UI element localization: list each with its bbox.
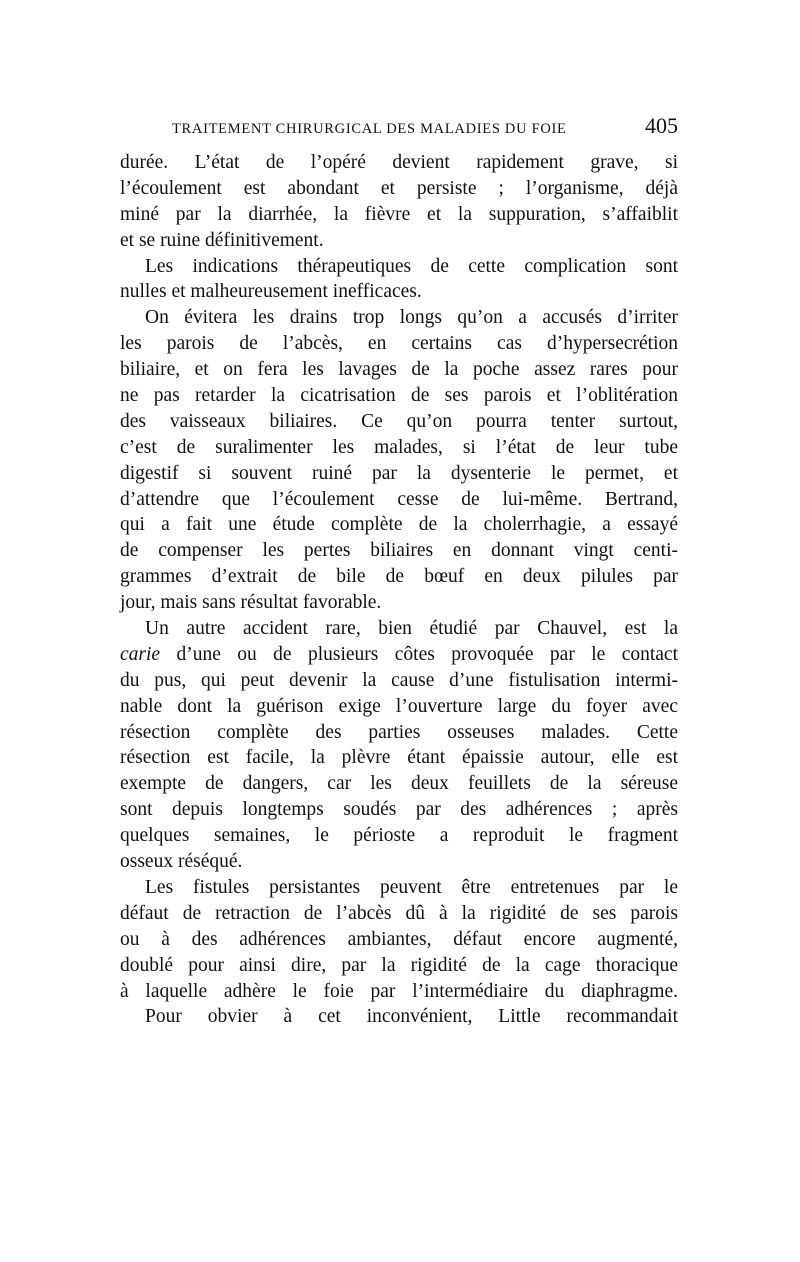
text-line: du pus, qui peut devenir la cause d’une fistulisation intermi- — [120, 669, 678, 691]
book-page — [120, 112, 678, 1030]
text-line: sont depuis longtemps soudés par des adhérences ; après — [120, 799, 678, 821]
text-line: nulles et malheureusement inefficaces. — [120, 281, 422, 303]
text-line: Les fistules persistantes peuvent être entretenues par le — [145, 876, 678, 898]
text-line: biliaire, et on fera les lavages de la poche assez rares pour — [120, 359, 678, 381]
text-line: c’est de suralimenter les malades, si l’état de leur tube — [120, 436, 678, 458]
italic-term: carie — [120, 643, 161, 665]
body-text — [120, 150, 678, 1030]
text-line: de compenser les pertes biliaires en donnant vingt centi- — [120, 540, 678, 562]
text-line: exempte de dangers, car les deux feuillets de la séreuse — [120, 773, 678, 795]
text-line: d’attendre que l’écoulement cesse de lui-même. Bertrand, — [120, 488, 678, 510]
text-line: résection est facile, la plèvre étant épaissie autour, elle est — [120, 747, 678, 769]
text-line: Un autre accident rare, bien étudié par Chauvel, est la — [145, 618, 678, 640]
text-line: l’écoulement est abondant et persiste ; l’organisme, déjà — [120, 177, 678, 199]
text-line: grammes d’extrait de bile de bœuf en deux pilules par — [120, 566, 678, 588]
text-line: miné par la diarrhée, la fièvre et la suppuration, s’affaiblit — [120, 203, 678, 225]
text-line: osseux réséqué. — [120, 851, 243, 873]
text-line: à laquelle adhère le foie par l’intermédiaire du diaphragme. — [120, 980, 678, 1002]
text-line: et se ruine définitivement. — [120, 229, 324, 251]
text-line: qui a fait une étude complète de la cholerrhagie, a essayé — [120, 514, 678, 536]
text-line: On évitera les drains trop longs qu’on a accusés d’irriter — [145, 307, 678, 329]
text-line: les parois de l’abcès, en certains cas d’hypersecrétion — [120, 333, 678, 355]
text-line: doublé pour ainsi dire, par la rigidité de la cage thoracique — [120, 954, 678, 976]
text-line: Les indications thérapeutiques de cette complication sont — [145, 255, 678, 277]
text-line: jour, mais sans résultat favorable. — [120, 592, 382, 614]
page-number: 405 — [645, 113, 678, 138]
text-line: durée. L’état de l’opéré devient rapidement grave, si — [120, 152, 678, 173]
running-title: TRAITEMENT CHIRURGICAL DES MALADIES DU FOIE — [172, 121, 567, 137]
text-line: ne pas retarder la cicatrisation de ses parois et l’oblitération — [120, 385, 678, 407]
text-line: des vaisseaux biliaires. Ce qu’on pourra tenter surtout, — [120, 410, 678, 432]
text-line: défaut de retraction de l’abcès dû à la rigidité de ses parois — [120, 902, 678, 924]
text-line: nable dont la guérison exige l’ouverture large du foyer avec — [120, 695, 678, 717]
text-line: ou à des adhérences ambiantes, défaut encore augmenté, — [120, 928, 678, 950]
text-line: résection complète des parties osseuses malades. Cette — [120, 721, 678, 743]
text-line: digestif si souvent ruiné par la dysenterie le permet, et — [120, 462, 678, 484]
text-line: Pour obvier à cet inconvénient, Little recommandait — [145, 1006, 678, 1028]
text-line: quelques semaines, le périoste a reproduit le fragment — [120, 825, 678, 847]
running-header — [172, 112, 678, 150]
text-line-rest: d’une ou de plusieurs côtes provoquée par le contact — [160, 643, 678, 665]
text-line — [120, 642, 678, 668]
